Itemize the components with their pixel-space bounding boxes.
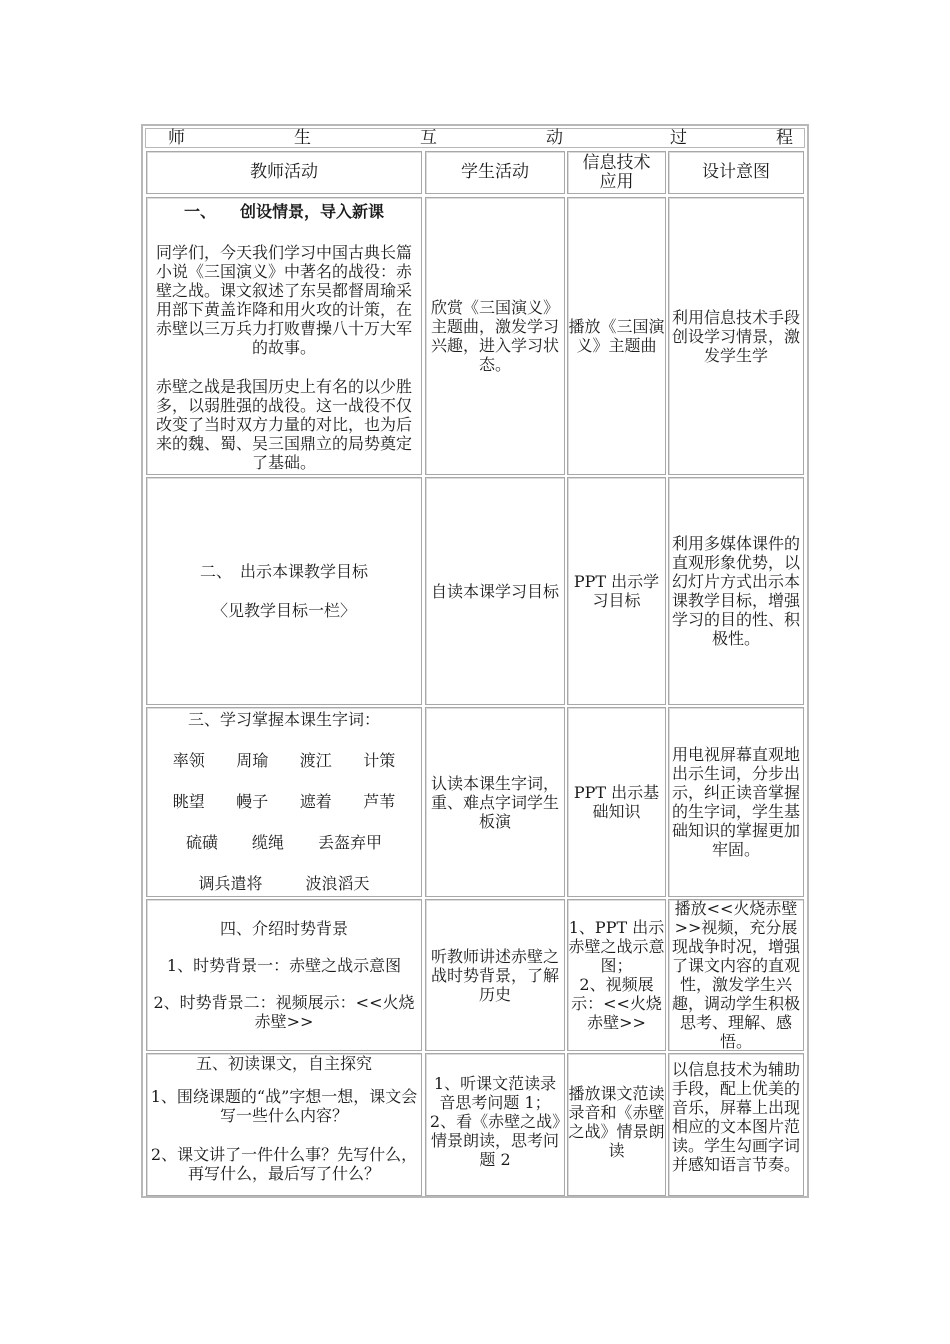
note-text: 〈见教学目标一栏〉 [211, 601, 356, 620]
row3-student [425, 707, 565, 897]
vocab-word: 缆绳 [251, 833, 284, 852]
row4-tech [567, 899, 666, 1051]
vocab-word: 遮着 [299, 792, 332, 811]
row3-tech [567, 707, 666, 897]
cell-text: 播放课文范读录音和《赤壁之战》情景朗读 [568, 1084, 665, 1160]
word-row [147, 833, 421, 852]
cell-text: 播放《三国演义》主题曲 [568, 317, 665, 355]
row2-teacher [146, 477, 422, 705]
row5-teacher [146, 1053, 422, 1196]
vocab-word: 幔子 [236, 792, 269, 811]
paragraph: 同学们，今天我们学习中国古典长篇小说《三国演义》中著名的战役：赤壁之战。课文叙述了东吴都督周瑜采用部下黄盖诈降和用火攻的计策，在赤壁以三万兵力打败曹操八十万大军的故事。 [155, 243, 412, 357]
cell-text: 用电视屏幕直观地出示生词，分步出示，纠正读音掌握的生字词，学生基础知识的掌握更加牢固。 [671, 745, 800, 859]
row1-teacher [146, 197, 422, 475]
cell-text: 利用信息技术手段创设学习情景，激发学生学 [671, 307, 800, 365]
section-heading: 四、介绍时势背景 [219, 919, 348, 938]
list-item: 2、看《赤壁之战》情景朗读，思考问题 2 [429, 1112, 561, 1169]
row4-student [425, 899, 565, 1051]
row2-tech [567, 477, 666, 705]
row2-intent [668, 477, 804, 705]
vocab-word: 渡江 [299, 751, 332, 770]
title-char: 师 [168, 128, 185, 148]
word-row [147, 751, 421, 770]
header-intent [668, 151, 804, 194]
title-char: 生 [294, 128, 311, 148]
row1-tech [567, 197, 666, 475]
header-label: 教师活动 [250, 162, 318, 182]
header-label: 设计意图 [702, 162, 770, 182]
title-char: 互 [420, 128, 437, 148]
cell-text: 利用多媒体课件的直观形象优势，以幻灯片方式出示本课教学目标，增强学习的目的性、积极性。 [671, 534, 800, 648]
vocab-word: 芦苇 [363, 792, 396, 811]
row3-intent [668, 707, 804, 897]
list-item: 1、时势背景一：赤壁之战示意图 [166, 956, 402, 975]
cell-text: 认读本课生字词，重、难点字词学生板演 [430, 773, 559, 831]
header-label: 学生活动 [461, 162, 529, 182]
list-item: 1、围绕课题的“战”字想一想，课文会写一些什么内容？ [150, 1087, 418, 1125]
list-item: 1、听课文范读录音思考问题 1； [433, 1074, 557, 1112]
list-item: 2、时势背景二：视频展示：<<火烧赤壁>> [153, 993, 415, 1031]
title-char: 过 [670, 128, 687, 148]
list-item: 2、视频展示：<<火烧赤壁>> [571, 975, 662, 1032]
header-tech [567, 151, 666, 194]
section-heading: 三、学习掌握本课生字词： [187, 710, 380, 729]
vocab-word: 调兵遣将 [198, 874, 263, 893]
section-heading: 五、初读课文，自主探究 [195, 1054, 372, 1073]
header-teacher [146, 151, 422, 194]
table-title-row [145, 128, 805, 148]
word-row [147, 874, 421, 893]
word-row [147, 792, 421, 811]
cell-text: 播放<<火烧赤壁>>视频，充分展现战争时况，增强了课文内容的直观性，激发学生兴趣，调动学生积极思考、理解、感悟。 [671, 899, 800, 1051]
list-item: 1、PPT 出示赤壁之战示意图； [568, 918, 665, 975]
cell-text: 以信息技术为辅助手段，配上优美的音乐，屏幕上出现相应的文本图片范读。学生勾画字词并感知语言节奏。 [671, 1060, 800, 1174]
vocab-word: 率领 [172, 751, 205, 770]
cell-text: 欣赏《三国演义》主题曲，激发学习兴趣，进入学习状态。 [430, 298, 559, 374]
cell-text: 听教师讲述赤壁之战时势背景，了解历史 [430, 946, 559, 1004]
vocab-word: 丢盔弃甲 [317, 833, 382, 852]
list-item: 2、课文讲了一件什么事？先写什么，再写什么，最后写了什么？ [150, 1145, 418, 1183]
row1-student [425, 197, 565, 475]
header-label: 信息技术应用 [582, 152, 651, 192]
title-char: 程 [776, 128, 793, 148]
header-student [425, 151, 565, 194]
row4-intent [668, 899, 804, 1051]
row1-intent [668, 197, 804, 475]
cell-text: PPT 出示基础知识 [573, 783, 660, 821]
paragraph: 赤壁之战是我国历史上有名的以少胜多，以弱胜强的战役。这一战役不仅改变了当时双方力量的对比，也为后来的魏、蜀、吴三国鼎立的局势奠定了基础。 [155, 377, 412, 472]
row3-teacher [146, 707, 422, 897]
row5-student [425, 1053, 565, 1196]
title-char: 动 [546, 128, 563, 148]
section-heading: 二、 出示本课教学目标 [199, 562, 368, 581]
cell-text: PPT 出示学习目标 [573, 572, 660, 610]
vocab-word: 眺望 [172, 792, 205, 811]
row5-intent [668, 1053, 804, 1196]
row2-student [425, 477, 565, 705]
section-heading: 一、 创设情景，导入新课 [183, 202, 384, 221]
cell-text: 自读本课学习目标 [430, 581, 559, 601]
vocab-word: 周瑜 [236, 751, 269, 770]
row4-teacher [146, 899, 422, 1051]
lesson-process-table [141, 124, 809, 1198]
vocab-word: 硫磺 [185, 833, 218, 852]
vocab-word: 波浪滔天 [305, 874, 370, 893]
row5-tech [567, 1053, 666, 1196]
vocab-word: 计策 [363, 751, 396, 770]
